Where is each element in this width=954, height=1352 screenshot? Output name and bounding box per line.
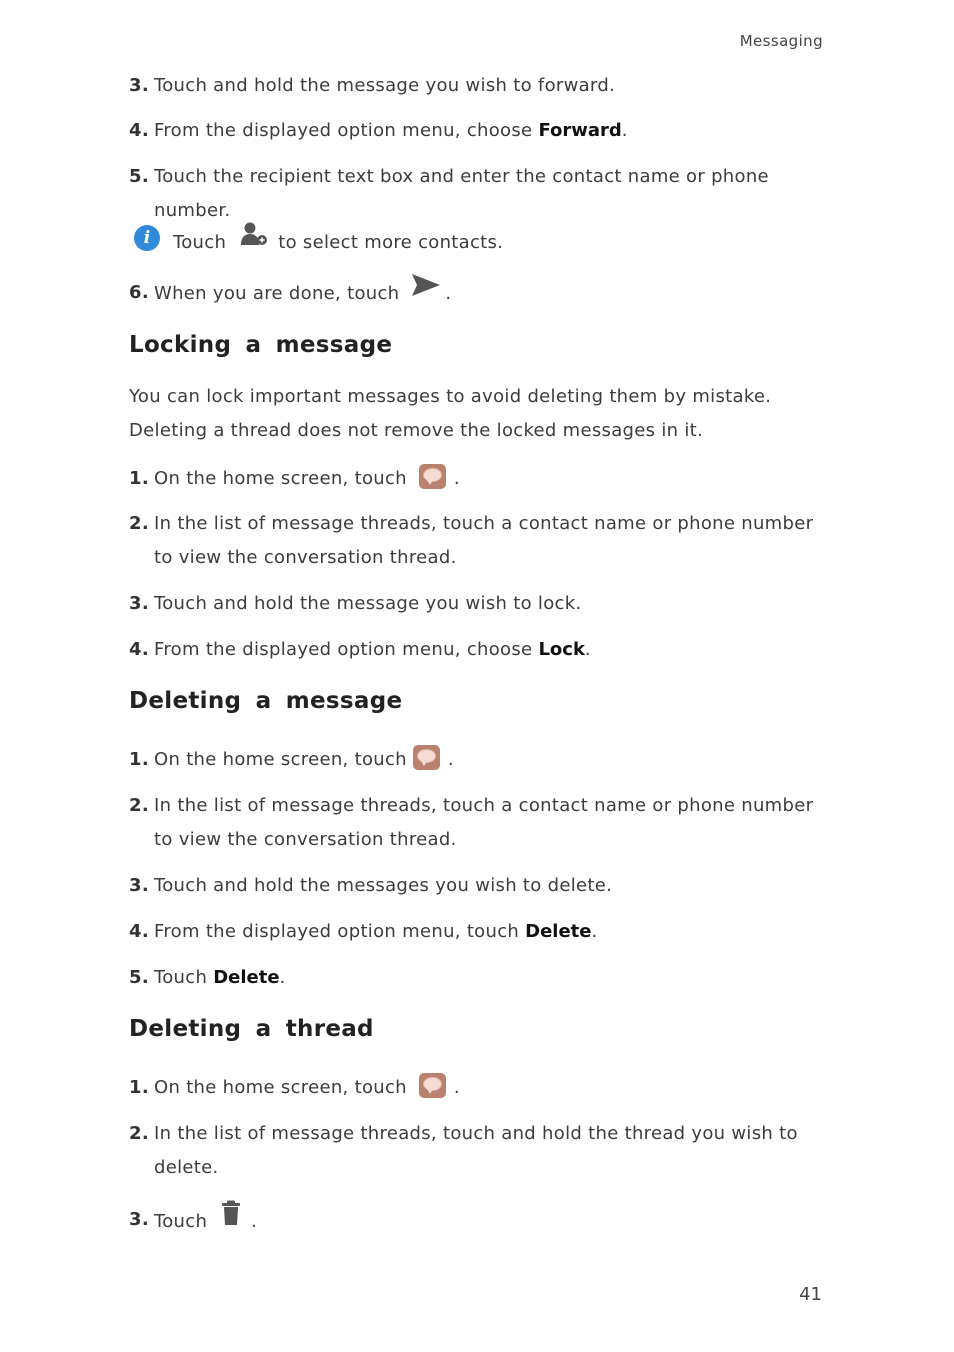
delete-message-step-2 — [129, 789, 829, 857]
forward-step-4 — [129, 114, 829, 148]
delete-thread-step-2 — [129, 1117, 829, 1185]
delete-thread-step-3 — [129, 1203, 829, 1241]
step-text: In the list of message threads, touch a contact name or phone number to view the conversation thread. — [154, 513, 814, 568]
step-number: 3. — [129, 1209, 149, 1230]
delete-message-step-4 — [129, 915, 829, 949]
step-text: Touch . — [154, 1203, 829, 1241]
section-title-deleting-thread: Deleting a thread — [129, 1016, 374, 1042]
step-number: 4. — [129, 921, 149, 942]
delete-message-step-3 — [129, 869, 829, 903]
step-number: 5. — [129, 967, 149, 988]
step-text: Touch and hold the message you wish to forward. — [154, 75, 616, 96]
step-text: Touch and hold the message you wish to lock. — [154, 593, 582, 614]
page-header-section: Messaging — [739, 32, 823, 50]
step-text: Touch Delete. — [154, 967, 286, 988]
locking-step-4 — [129, 633, 829, 667]
forward-step-5 — [129, 160, 829, 228]
step-text: On the home screen, touch . — [154, 462, 829, 496]
step-text: In the list of message threads, touch and hold the thread you wish to delete. — [154, 1123, 798, 1178]
step-text: From the displayed option menu, choose Lock. — [154, 639, 591, 660]
step-number: 2. — [129, 513, 149, 534]
step-number: 1. — [129, 468, 149, 489]
step-text: On the home screen, touch . — [154, 743, 829, 777]
step-text: From the displayed option menu, touch Delete. — [154, 921, 598, 942]
step-text: Touch the recipient text box and enter the contact name or phone number. — [154, 166, 769, 221]
messaging-app-icon — [413, 745, 440, 770]
step-number: 4. — [129, 120, 149, 141]
locking-step-1 — [129, 462, 829, 496]
forward-step-3 — [129, 69, 829, 103]
forward-step-6 — [129, 276, 829, 312]
step-number: 3. — [129, 875, 149, 896]
menu-option-forward: Forward — [538, 120, 622, 141]
step-number: 2. — [129, 795, 149, 816]
messaging-app-icon — [419, 464, 446, 489]
page-number: 41 — [799, 1284, 822, 1305]
delete-thread-step-1 — [129, 1071, 829, 1105]
step-number: 4. — [129, 639, 149, 660]
add-contact-icon — [240, 221, 270, 259]
trash-icon — [221, 1200, 241, 1238]
step-number: 5. — [129, 166, 149, 187]
step-text: From the displayed option menu, choose Forward. — [154, 120, 628, 141]
step-number: 2. — [129, 1123, 149, 1144]
locking-step-3 — [129, 587, 829, 621]
confirm-delete-label: Delete — [213, 967, 280, 988]
menu-option-lock: Lock — [538, 639, 585, 660]
section-title-locking: Locking a message — [129, 332, 393, 358]
section-title-deleting-message: Deleting a message — [129, 688, 403, 714]
step-number: 1. — [129, 1077, 149, 1098]
delete-message-step-5 — [129, 961, 829, 995]
locking-step-2 — [129, 507, 829, 575]
step-number: 3. — [129, 593, 149, 614]
delete-message-step-1 — [129, 743, 829, 777]
menu-option-delete: Delete — [525, 921, 592, 942]
step-number: 6. — [129, 282, 149, 303]
messaging-app-icon — [419, 1073, 446, 1098]
step-text: On the home screen, touch . — [154, 1071, 829, 1105]
locking-intro: You can lock important messages to avoid deleting them by mistake. Deleting a thread does not remove the locked messages in it. — [129, 386, 772, 441]
step-number: 1. — [129, 749, 149, 770]
step-number: 3. — [129, 75, 149, 96]
info-icon: i — [134, 225, 160, 251]
step-text: In the list of message threads, touch a contact name or phone number to view the conversation thread. — [154, 795, 814, 850]
note-text: Touch to select more contacts. — [173, 224, 503, 262]
step-text: Touch and hold the messages you wish to delete. — [154, 875, 613, 896]
send-icon — [411, 273, 441, 309]
step-text: When you are done, touch . — [154, 276, 829, 312]
